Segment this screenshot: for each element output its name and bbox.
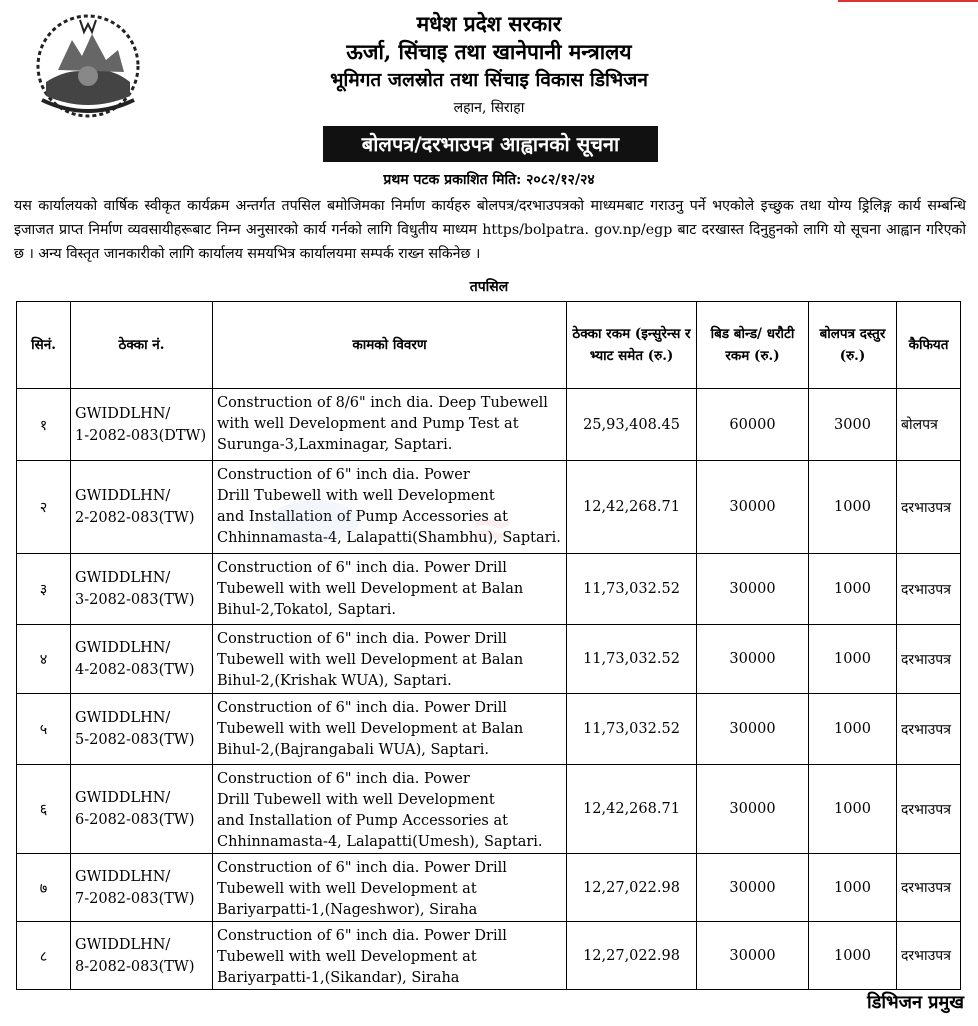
row-remarks: दरभाउपत्र	[897, 765, 961, 854]
contract-line: 2-2082-083(TW)	[75, 510, 195, 526]
desc-line: Drill Tubewell with well Development	[217, 488, 495, 504]
row-remarks: बोलपत्र	[897, 389, 961, 461]
row-description	[213, 625, 567, 694]
row-fee: 3000	[809, 389, 897, 461]
schedule-label: तपसिल	[469, 279, 509, 295]
header-bond: बिड बोन्ड/ धरौटी रकम (रु.)	[697, 302, 809, 389]
row-description	[213, 694, 567, 765]
contract-line: GWIDDLHN/	[75, 570, 171, 586]
table-row	[17, 765, 961, 854]
table-row	[17, 922, 961, 990]
desc-line: Construction of 6" inch dia. Power	[217, 467, 470, 483]
row-description	[213, 765, 567, 854]
desc-line: with well Development and Pump Test at	[217, 416, 519, 432]
contract-line: 7-2082-083(TW)	[75, 890, 195, 907]
top-accent-line	[838, 0, 978, 2]
watermark-shape	[270, 500, 360, 542]
header-amount: ठेक्का रकम (इन्सुरेन्स र भ्याट समेत (रु.)	[567, 302, 697, 389]
row-remarks: दरभाउपत्र	[897, 922, 961, 990]
row-description	[213, 461, 567, 554]
government-name: मधेश प्रदेश सरकार	[416, 11, 562, 36]
contract-line: 4-2082-083(TW)	[75, 662, 195, 678]
desc-line: Chhinnamasta-4, Lalapatti(Umesh), Saptari.	[217, 834, 543, 850]
contract-line: GWIDDLHN/	[75, 710, 171, 726]
row-amount: 25,93,408.45	[567, 389, 697, 461]
row-amount: 12,42,268.71	[567, 461, 697, 554]
office-location: लहान, सिराहा	[453, 100, 525, 116]
row-fee: 1000	[809, 922, 897, 990]
row-bond: 30000	[697, 554, 809, 625]
row-amount: 11,73,032.52	[567, 554, 697, 625]
row-amount: 12,27,022.98	[567, 922, 697, 990]
row-remarks: दरभाउपत्र	[897, 554, 961, 625]
notice-paragraph: यस कार्यालयको वार्षिक स्वीकृत कार्यक्रम अन्तर्गत तपसिल बमोजिमका निर्माण कार्यहरु बोलपत्र/दरभाउपत्रको माध्यमबाट गराउनु पर्ने भएकोले इच्छुक तथा योग्य ड्रिलिङ्ग कार्य सम्बन्धि इजाजत प्राप्त निर्माण व्यवसायीहरूबाट निम्न अनुसारको कार्य गर्नको लागि विधुतीय माध्यम https/bolpatra. gov.np/egp बाट दरखास्त दिनुहुनको लागि यो सूचना आह्वान गरिएको छ । अन्य विस्तृत जानकारीको लागि कार्यालय समयभित्र कार्यालयमा सम्पर्क राख्न सकिनेछ ।	[14, 198, 966, 262]
row-amount: 12,27,022.98	[567, 854, 697, 922]
row-fee: 1000	[809, 625, 897, 694]
row-bond: 30000	[697, 854, 809, 922]
row-remarks: दरभाउपत्र	[897, 854, 961, 922]
header-contract: ठेक्का नं.	[71, 302, 213, 389]
desc-line: Tubewell with well Development at Balan	[217, 721, 524, 737]
row-remarks: दरभाउपत्र	[897, 461, 961, 554]
signature-title: डिभिजन प्रमुख	[867, 992, 964, 1013]
contract-line: GWIDDLHN/	[75, 488, 171, 504]
desc-line: Construction of 8/6" inch dia. Deep Tubewell	[217, 395, 548, 411]
desc-line: Tubewell with well Development at	[217, 949, 477, 965]
table-row	[17, 461, 961, 554]
row-amount: 11,73,032.52	[567, 694, 697, 765]
desc-line: Tubewell with well Development at Balan	[217, 652, 524, 668]
desc-line: Bihul-2,Tokatol, Saptari.	[217, 602, 396, 618]
desc-line: Construction of 6" inch dia. Power Drill	[217, 631, 507, 647]
table-row	[17, 854, 961, 922]
row-amount: 11,73,032.52	[567, 625, 697, 694]
desc-line: and Installation of Pump Accessories at	[217, 813, 508, 829]
row-description	[213, 554, 567, 625]
row-sn: ८	[17, 922, 71, 990]
table-row	[17, 389, 961, 461]
row-remarks: दरभाउपत्र	[897, 625, 961, 694]
row-contract	[71, 389, 213, 461]
contract-line: 8-2082-083(TW)	[75, 958, 195, 975]
row-bond: 60000	[697, 389, 809, 461]
row-bond: 30000	[697, 461, 809, 554]
tender-table	[16, 301, 961, 990]
contract-line: GWIDDLHN/	[75, 936, 171, 953]
row-amount: 12,42,268.71	[567, 765, 697, 854]
header-sn: सिनं.	[17, 302, 71, 389]
row-fee: 1000	[809, 554, 897, 625]
row-fee: 1000	[809, 461, 897, 554]
desc-line: Construction of 6" inch dia. Power Drill	[217, 860, 507, 876]
row-contract	[71, 694, 213, 765]
contract-line: GWIDDLHN/	[75, 640, 171, 656]
row-sn: ७	[17, 854, 71, 922]
row-fee: 1000	[809, 765, 897, 854]
row-contract	[71, 765, 213, 854]
row-sn: १	[17, 389, 71, 461]
header-fee: बोलपत्र दस्तुर (रु.)	[809, 302, 897, 389]
contract-line: 5-2082-083(TW)	[75, 732, 195, 748]
desc-line: Tubewell with well Development at Balan	[217, 581, 524, 597]
contract-line: 1-2082-083(DTW)	[75, 427, 207, 444]
row-bond: 30000	[697, 694, 809, 765]
header-description: कामको विवरण	[213, 302, 567, 389]
desc-line: Construction of 6" inch dia. Power Drill	[217, 928, 507, 944]
ministry-name: ऊर्जा, सिंचाइ तथा खानेपानी मन्त्रालय	[346, 39, 632, 64]
contract-line: GWIDDLHN/	[75, 405, 171, 422]
row-sn: ५	[17, 694, 71, 765]
row-fee: 1000	[809, 694, 897, 765]
desc-line: Chhinnamasta-4, Lalapatti(Shambhu), Saptari.	[217, 530, 561, 546]
desc-line: Bihul-2,(Bajrangabali WUA), Saptari.	[217, 742, 489, 758]
contract-line: GWIDDLHN/	[75, 790, 171, 806]
row-bond: 30000	[697, 765, 809, 854]
desc-line: Bariyarpatti-1,(Nageshwor), Siraha	[217, 902, 478, 918]
row-contract	[71, 554, 213, 625]
header-remarks: कैफियत	[897, 302, 961, 389]
table-row	[17, 694, 961, 765]
row-contract	[71, 625, 213, 694]
desc-line: Bihul-2,(Krishak WUA), Saptari.	[217, 673, 452, 689]
row-sn: ४	[17, 625, 71, 694]
publication-date: प्रथम पटक प्रकाशित मिति: २०८२/१२/२४	[383, 172, 595, 188]
row-description	[213, 854, 567, 922]
contract-line: GWIDDLHN/	[75, 868, 171, 885]
row-sn: ६	[17, 765, 71, 854]
row-sn: ३	[17, 554, 71, 625]
row-bond: 30000	[697, 922, 809, 990]
desc-line: Construction of 6" inch dia. Power Drill	[217, 560, 507, 576]
row-contract	[71, 461, 213, 554]
desc-line: Drill Tubewell with well Development	[217, 792, 495, 808]
watermark: ≈	[470, 495, 516, 559]
row-contract	[71, 922, 213, 990]
row-sn: २	[17, 461, 71, 554]
notice-title: बोलपत्र/दरभाउपत्र आह्वानको सूचना	[323, 126, 658, 162]
desc-line: and Installation of Pump Accessories at	[217, 509, 508, 525]
desc-line: Tubewell with well Development at	[217, 881, 477, 897]
row-remarks: दरभाउपत्र	[897, 694, 961, 765]
table-header-row	[17, 302, 961, 389]
row-description	[213, 922, 567, 990]
contract-line: 6-2082-083(TW)	[75, 812, 195, 828]
table-row	[17, 625, 961, 694]
row-bond: 30000	[697, 625, 809, 694]
table-row	[17, 554, 961, 625]
row-fee: 1000	[809, 854, 897, 922]
desc-line: Surunga-3,Laxminagar, Saptari.	[217, 437, 453, 453]
row-description	[213, 389, 567, 461]
desc-line: Bariyarpatti-1,(Sikandar), Siraha	[217, 970, 460, 986]
division-name: भूमिगत जलस्रोत तथा सिंचाइ विकास डिभिजन	[330, 69, 648, 91]
desc-line: Construction of 6" inch dia. Power	[217, 771, 470, 787]
row-contract	[71, 854, 213, 922]
desc-line: Construction of 6" inch dia. Power Drill	[217, 700, 507, 716]
contract-line: 3-2082-083(TW)	[75, 592, 195, 608]
